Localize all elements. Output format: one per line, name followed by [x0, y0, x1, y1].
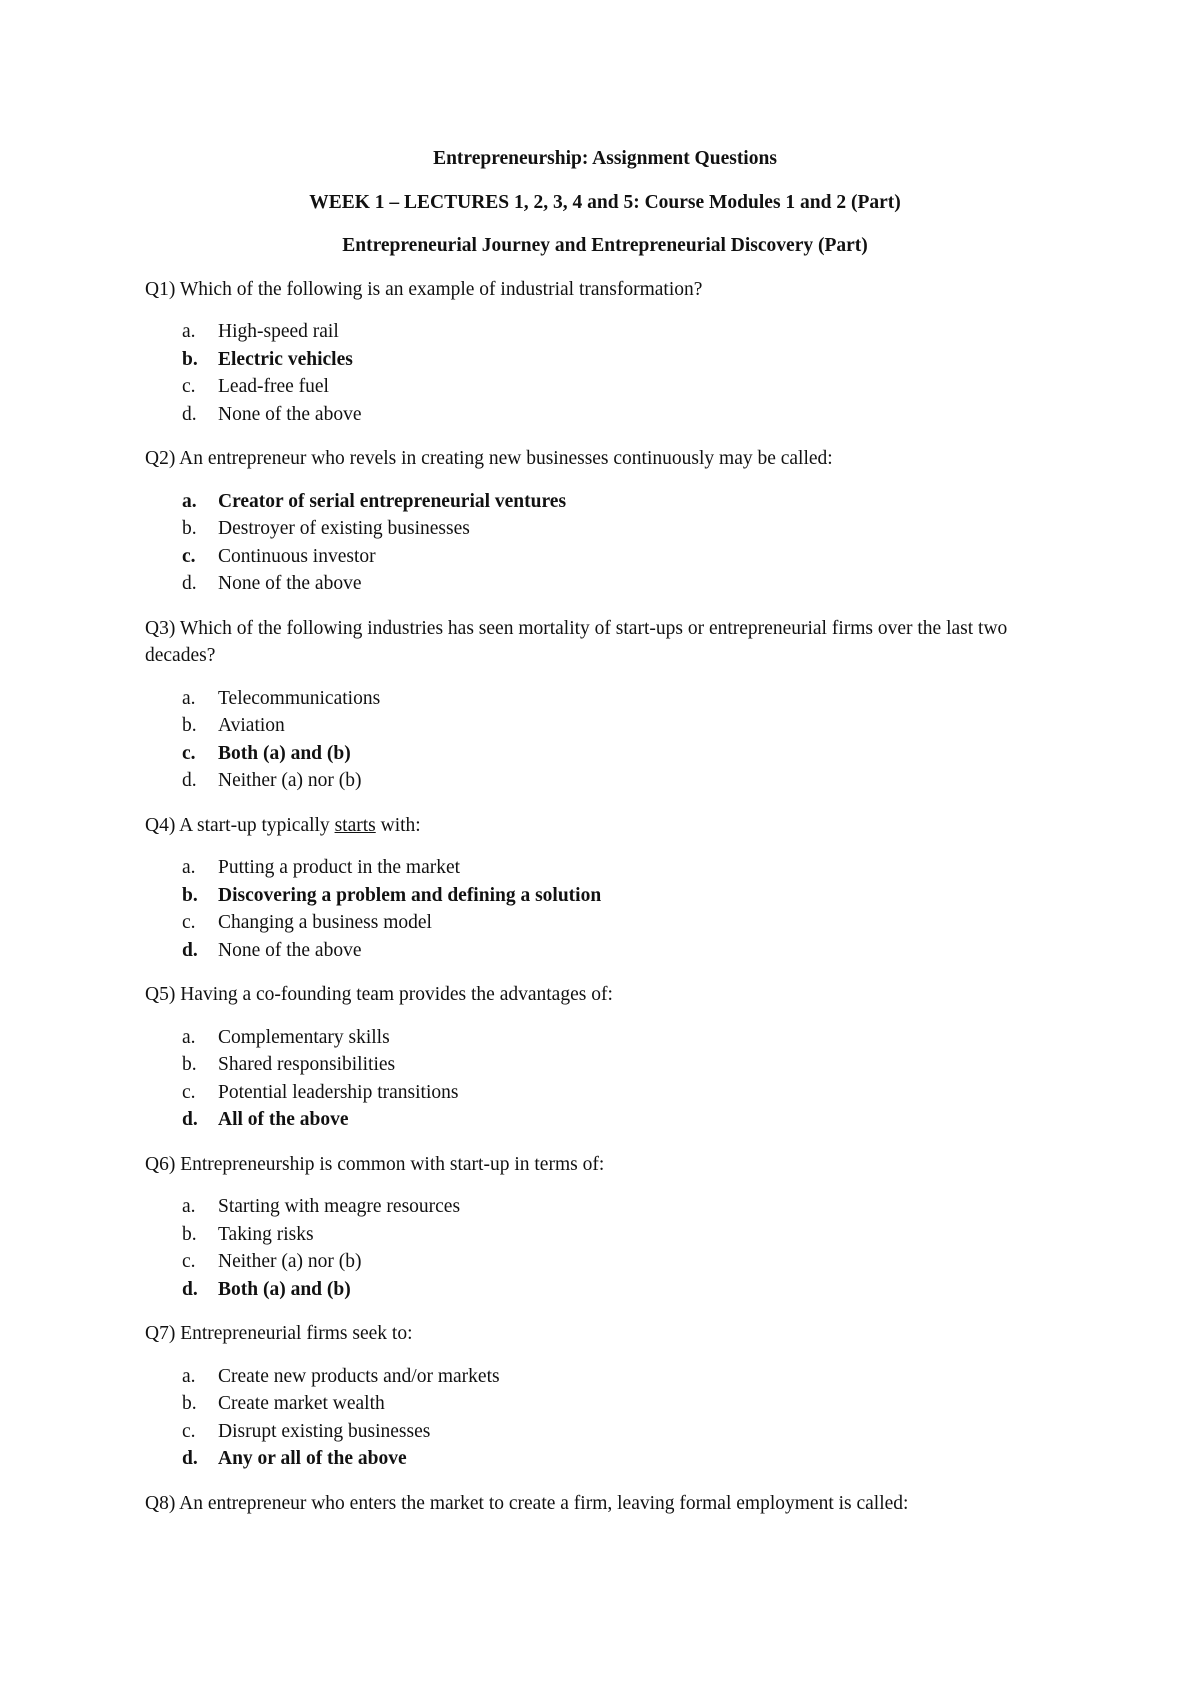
option-item — [145, 1193, 1065, 1221]
option-item — [145, 1024, 1065, 1052]
option-text: Continuous investor — [218, 545, 376, 567]
option-item — [145, 1418, 1065, 1446]
option-item — [145, 401, 1065, 429]
option-letter: d. — [182, 1448, 198, 1469]
option-text: Destroyer of existing businesses — [218, 518, 470, 539]
option-item — [145, 1051, 1065, 1079]
question-1: Q1) Which of the following is an example of industrial transformation? — [145, 278, 703, 300]
option-item-correct — [145, 882, 1065, 910]
question-6: Q6) Entrepreneurship is common with start-up in terms of: — [145, 1153, 605, 1175]
option-item — [145, 570, 1065, 598]
option-item — [145, 767, 1065, 795]
option-letter: a. — [182, 1365, 196, 1387]
option-letter: b. — [182, 1223, 197, 1245]
topic-heading: Entrepreneurial Journey and Entrepreneurial Discovery (Part) — [342, 235, 868, 256]
question-7-options — [145, 1363, 1065, 1473]
option-text: Starting with meagre resources — [218, 1196, 461, 1217]
question-4-text-start: Q4) A start-up typically — [145, 814, 335, 836]
option-text: Complementary skills — [218, 1026, 390, 1048]
option-text: Aviation — [218, 715, 285, 736]
option-item — [145, 685, 1065, 713]
option-letter: a. — [182, 857, 196, 878]
option-item — [145, 515, 1065, 543]
question-2: Q2) An entrepreneur who revels in creating new businesses continuously may be called: — [145, 448, 833, 469]
option-text: Both (a) and (b) — [218, 1278, 351, 1300]
question-2-options — [145, 488, 1065, 598]
option-text: High-speed rail — [218, 321, 339, 342]
option-letter: c. — [182, 1420, 196, 1442]
option-letter: a. — [182, 490, 197, 512]
option-item — [145, 373, 1065, 401]
option-text: Creator of serial entrepreneurial ventures — [218, 490, 567, 512]
option-letter: b. — [182, 1393, 197, 1414]
option-item — [145, 1221, 1065, 1249]
option-item — [145, 1079, 1065, 1107]
question-4-text-end: with: — [375, 814, 421, 836]
option-text: Any or all of the above — [218, 1448, 407, 1469]
option-text: Putting a product in the market — [218, 857, 461, 878]
option-item — [145, 937, 1065, 965]
option-text: Taking risks — [218, 1223, 314, 1245]
option-text: Disrupt existing businesses — [218, 1420, 431, 1442]
option-item-correct — [145, 1106, 1065, 1134]
option-item — [145, 1390, 1065, 1418]
option-item-correct — [145, 1445, 1065, 1473]
question-3: Q3) Which of the following industries has seen mortality of start-ups or entrepreneurial firms over the last two decades? — [145, 617, 1008, 666]
option-item-correct — [145, 740, 1065, 768]
option-text: Neither (a) nor (b) — [218, 770, 362, 791]
option-letter: d. — [182, 573, 197, 594]
question-8: Q8) An entrepreneur who enters the market to create a firm, leaving formal employment is called: — [145, 1492, 909, 1514]
option-item — [145, 543, 1065, 571]
option-letter: a. — [182, 1026, 196, 1048]
option-letter: c. — [182, 912, 196, 933]
option-letter: a. — [182, 687, 196, 709]
option-letter: c. — [182, 1081, 196, 1103]
week-heading: WEEK 1 – LECTURES 1, 2, 3, 4 and 5: Course Modules 1 and 2 (Part) — [309, 191, 901, 213]
option-item — [145, 1363, 1065, 1391]
option-letter: c. — [182, 376, 196, 397]
question-1-options — [145, 318, 1065, 428]
option-text: None of the above — [218, 939, 362, 961]
question-3-options — [145, 685, 1065, 795]
option-letter: d. — [182, 1278, 198, 1300]
option-item-correct — [145, 346, 1065, 374]
option-item-correct — [145, 488, 1065, 516]
option-item-correct — [145, 1276, 1065, 1304]
option-letter: c. — [182, 545, 196, 567]
option-letter: b. — [182, 715, 197, 736]
question-5-options — [145, 1024, 1065, 1134]
option-item — [145, 854, 1065, 882]
option-text: All of the above — [218, 1109, 349, 1130]
option-text: Create market wealth — [218, 1393, 385, 1414]
option-item — [145, 712, 1065, 740]
option-text: None of the above — [218, 573, 362, 594]
option-letter: d. — [182, 939, 198, 961]
document-content — [145, 145, 1065, 1532]
option-text: Shared responsibilities — [218, 1054, 396, 1075]
option-letter: b. — [182, 348, 198, 370]
option-item — [145, 1248, 1065, 1276]
option-text: Changing a business model — [218, 912, 432, 933]
option-text: Neither (a) nor (b) — [218, 1251, 362, 1272]
option-text: Telecommunications — [218, 687, 381, 709]
option-text: Both (a) and (b) — [218, 742, 351, 764]
option-item — [145, 909, 1065, 937]
option-letter: b. — [182, 884, 198, 906]
option-item — [145, 318, 1065, 346]
option-text: Create new products and/or markets — [218, 1365, 500, 1387]
question-4-options — [145, 854, 1065, 964]
question-6-options — [145, 1193, 1065, 1303]
question-7: Q7) Entrepreneurial firms seek to: — [145, 1323, 413, 1344]
option-letter: c. — [182, 742, 196, 764]
option-letter: b. — [182, 518, 197, 539]
option-text: Potential leadership transitions — [218, 1081, 459, 1103]
option-letter: d. — [182, 403, 197, 425]
question-4-underlined-word: starts — [334, 814, 376, 836]
option-letter: d. — [182, 1109, 198, 1130]
option-letter: a. — [182, 1196, 196, 1217]
option-text: Lead-free fuel — [218, 376, 329, 397]
option-text: Discovering a problem and defining a solution — [218, 884, 602, 906]
option-letter: c. — [182, 1251, 196, 1272]
option-text: None of the above — [218, 403, 362, 425]
option-letter: b. — [182, 1054, 197, 1075]
option-letter: d. — [182, 770, 197, 791]
question-4 — [145, 812, 1065, 840]
document-title: Entrepreneurship: Assignment Questions — [433, 148, 777, 169]
option-text: Electric vehicles — [218, 348, 353, 370]
question-5: Q5) Having a co-founding team provides the advantages of: — [145, 984, 613, 1005]
option-letter: a. — [182, 321, 196, 342]
